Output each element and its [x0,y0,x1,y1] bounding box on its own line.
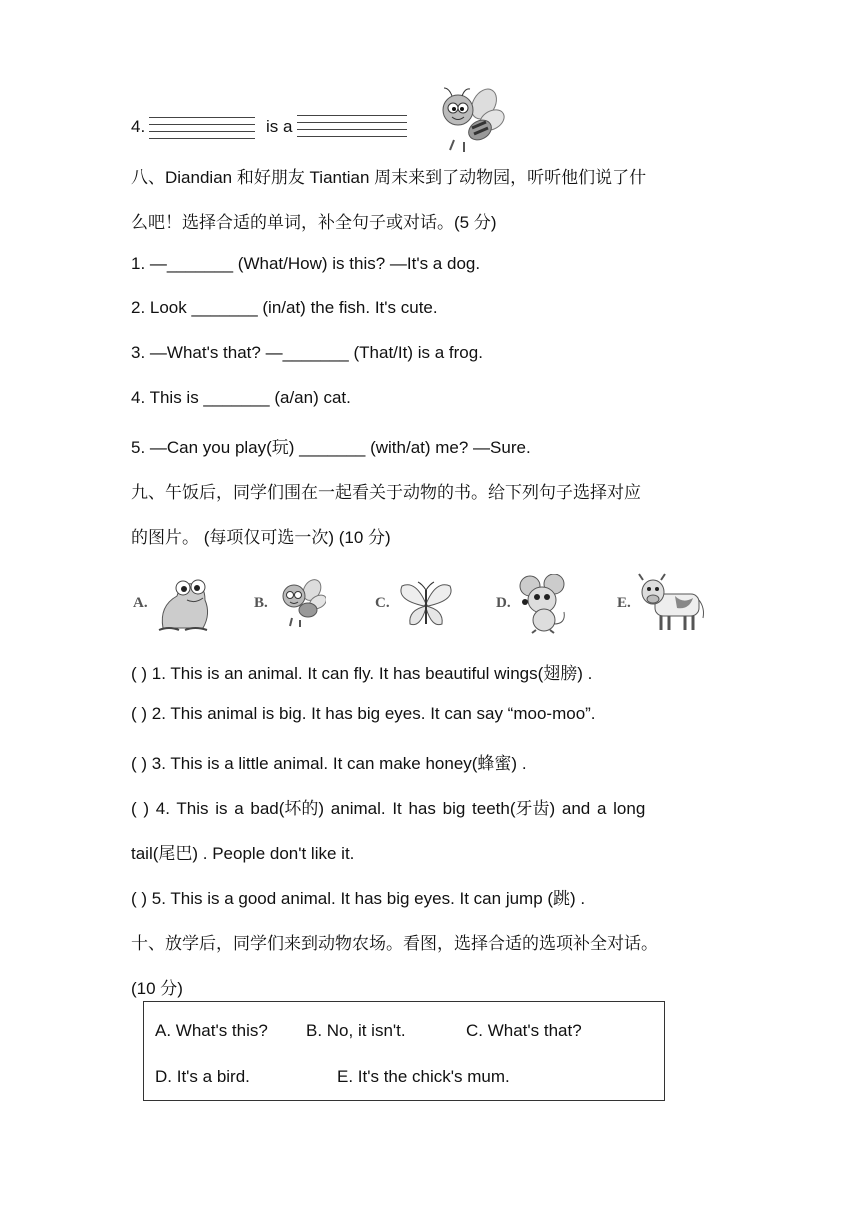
section8-heading-line1: 八、Diandian 和好朋友 Tiantian 周末来到了动物园，听听他们说了什 [131,168,647,187]
q4-number: 4. [131,117,146,136]
option-b-label: B. [254,595,268,611]
q4-text-is-a: is a [266,117,293,136]
section8-item-1: 1. —_______ (What/How) is this? —It's a dog. [131,254,481,273]
choice-c: C. What's that? [466,1021,582,1040]
choice-b: B. No, it isn't. [306,1021,406,1040]
bee-icon [278,578,326,628]
cow-icon [637,570,707,634]
section8-item-4: 4. This is _______ (a/an) cat. [131,388,351,407]
choice-box [143,1001,665,1101]
frog-icon [155,574,213,634]
choice-a: A. What's this? [155,1021,268,1040]
option-d-label: D. [496,595,511,611]
section9-item-1: ( ) 1. This is an animal. It can fly. It has beautiful wings(翅膀) . [131,664,593,683]
section10-heading-line2: (10 分) [131,979,183,998]
section8-item-3: 3. —What's that? —_______ (That/It) is a frog. [131,343,483,362]
section9-item-3: ( ) 3. This is a little animal. It can make honey(蜂蜜) . [131,754,527,773]
mouse-icon [516,574,572,634]
bee-icon [436,86,506,154]
section9-item-2: ( ) 2. This animal is big. It has big eyes. It can say “moo-moo”. [131,704,596,723]
section8-item-2: 2. Look _______ (in/at) the fish. It's cute. [131,298,438,317]
section10-heading-line1: 十、放学后，同学们来到动物农场。看图，选择合适的选项补全对话。 [131,934,658,953]
choice-d: D. It's a bird. [155,1067,250,1086]
section8-item-5: 5. —Can you play(玩) _______ (with/at) me? —Sure. [131,438,531,457]
section8-heading-line2: 么吧！选择合适的单词，补全句子或对话。(5 分) [131,213,497,232]
option-a-label: A. [133,595,148,611]
option-e-label: E. [617,595,631,611]
section9-item-4-continued: tail(尾巴) . People don't like it. [131,844,355,863]
section9-heading-line1: 九、午饭后，同学们围在一起看关于动物的书。给下列句子选择对应 [131,483,641,502]
section9-heading-line2: 的图片。 (每项仅可选一次) (10 分) [131,528,391,547]
section9-item-5: ( ) 5. This is a good animal. It has big eyes. It can jump (跳) . [131,889,586,908]
butterfly-icon [398,580,454,630]
choice-e: E. It's the chick's mum. [337,1067,510,1086]
section9-item-4: ( ) 4. This is a bad(坏的) animal. It has big teeth(牙齿) and a long [131,799,646,818]
option-c-label: C. [375,595,390,611]
